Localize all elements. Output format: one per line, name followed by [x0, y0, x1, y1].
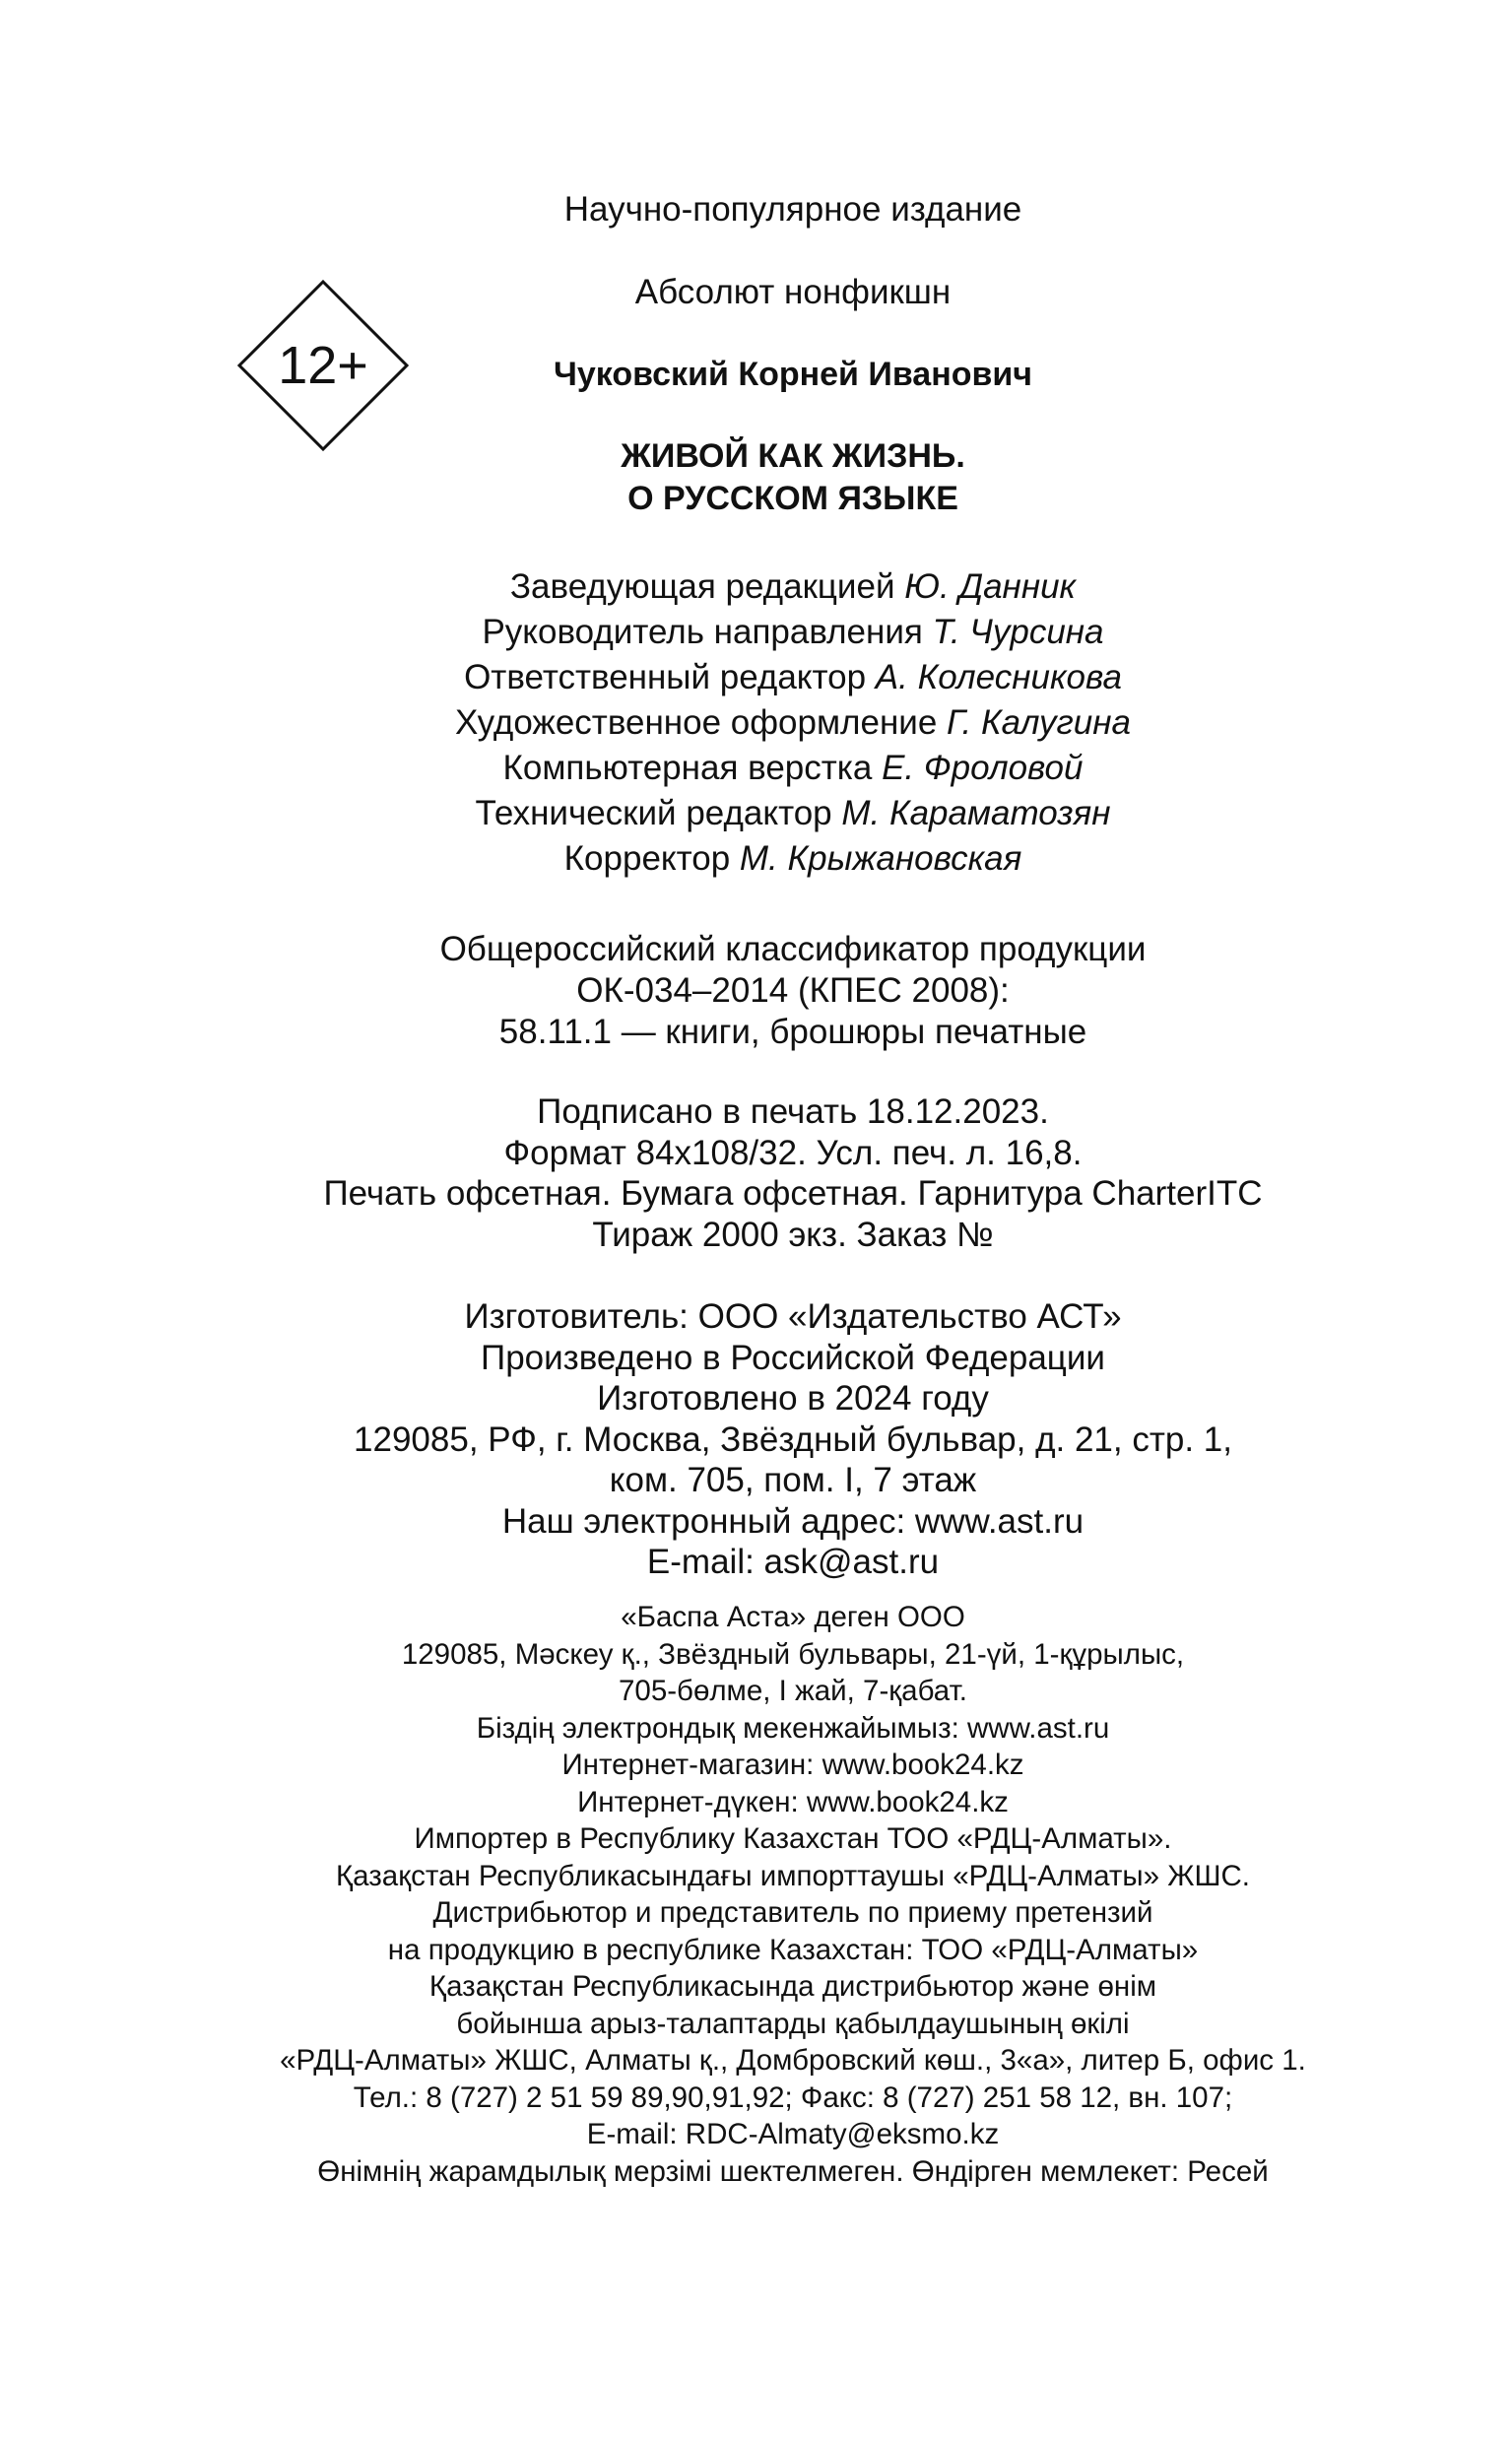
classifier-line: ОК-034–2014 (КПЕС 2008):: [576, 971, 1010, 1010]
print-info-line: Подписано в печать 18.12.2023.: [537, 1092, 1049, 1131]
kazakh-info-line: Өнімнің жарамдылық мерзімі шектелмеген. Өндірген мемлекет: Ресей: [317, 2154, 1269, 2188]
staff-line: [0, 567, 1512, 607]
manufacturer-line: Изготовлено в 2024 году: [597, 1379, 989, 1418]
manufacturer-line: 129085, РФ, г. Москва, Звёздный бульвар, д. 21, стр. 1,: [354, 1420, 1232, 1459]
staff-name: Ю. Данник: [904, 567, 1077, 606]
manufacturer-line[interactable]: E-mail: ask@ast.ru: [646, 1543, 940, 1581]
kazakh-info-line[interactable]: Интернет-магазин: www.book24.kz: [561, 1749, 1024, 1781]
genre: Научно-популярное издание: [563, 190, 1022, 229]
kazakh-info-line: Дистрибьютор и представитель по приему претензий: [432, 1896, 1153, 1929]
staff-line: [0, 794, 1512, 833]
kazakh-info-line: на продукцию в республике Казахстан: ТОО «РДЦ-Алматы»: [387, 1933, 1199, 1966]
print-info-line: Печать офсетная. Бумага офсетная. Гарнитура CharterITC: [323, 1174, 1263, 1213]
staff-line: [0, 839, 1512, 879]
kazakh-info-line: 129085, Мәскеу қ., Звёздный бульвары, 21-үй, 1-құрылыс,: [401, 1637, 1185, 1671]
title-line-1: ЖИВОЙ КАК ЖИЗНЬ.: [621, 437, 965, 475]
staff-name: А. Колесникова: [875, 658, 1122, 696]
staff-line: [0, 749, 1512, 788]
kazakh-info-line[interactable]: Интернет-дүкен: www.book24.kz: [577, 1785, 1009, 1818]
staff-role: Руководитель направления: [482, 613, 933, 651]
classifier-line: Общероссийский классификатор продукции: [439, 930, 1147, 968]
staff-name: Т. Чурсина: [932, 613, 1104, 651]
kazakh-info-line: Қазақстан Республикасында дистрибьютор және өнім: [428, 1970, 1157, 2003]
staff-role: Корректор: [563, 839, 740, 878]
staff-name: Е. Фроловой: [882, 749, 1084, 787]
classifier-line: 58.11.1 — книги, брошюры печатные: [498, 1013, 1087, 1051]
staff-line: [0, 613, 1512, 652]
staff-role: Компьютерная верстка: [502, 749, 883, 787]
manufacturer-line[interactable]: Наш электронный адрес: www.ast.ru: [501, 1501, 1085, 1541]
staff-line: [0, 658, 1512, 697]
staff-name: М. Крыжановская: [739, 839, 1022, 878]
staff-role: Технический редактор: [475, 794, 842, 832]
kazakh-info-line: Қазақстан Республикасындағы импорттаушы «РДЦ-Алматы» ЖШС.: [336, 1859, 1250, 1892]
staff-name: М. Караматозян: [841, 794, 1111, 832]
print-info-line: Тираж 2000 экз. Заказ №: [592, 1215, 994, 1254]
kazakh-info-line[interactable]: Біздің электрондық мекенжайымыз: www.ast.ru: [476, 1711, 1110, 1745]
age-rating-text: 12+: [278, 336, 368, 395]
manufacturer-line: Изготовитель: ООО «Издательство АСТ»: [464, 1297, 1122, 1336]
kazakh-info-line: 705-бөлме, I жай, 7-қабат.: [619, 1675, 967, 1707]
staff-role: Заведующая редакцией: [509, 567, 905, 606]
kazakh-info-line: бойынша арыз-талаптарды қабылдаушының өкілі: [456, 2007, 1130, 2040]
print-info-line: Формат 84x108/32. Усл. печ. л. 16,8.: [503, 1133, 1083, 1172]
series: Абсолют нонфикшн: [634, 273, 952, 311]
staff-name: Г. Калугина: [947, 703, 1131, 742]
manufacturer-line: ком. 705, пом. I, 7 этаж: [609, 1461, 977, 1499]
kazakh-info-line: «Баспа Аста» деген ООО: [621, 1601, 965, 1633]
title-line-2: О РУССКОМ ЯЗЫКЕ: [627, 480, 958, 517]
author: Чуковский Корней Иванович: [553, 356, 1033, 393]
staff-role: Художественное оформление: [455, 703, 948, 742]
manufacturer-line: Произведено в Российской Федерации: [481, 1338, 1105, 1377]
kazakh-info-line: «РДЦ-Алматы» ЖШС, Алматы қ., Домбровский көш., 3«а», литер Б, офис 1.: [280, 2044, 1306, 2077]
staff-line: [0, 703, 1512, 743]
kazakh-info-line: Тел.: 8 (727) 2 51 59 89,90,91,92; Факс: 8 (727) 251 58 12, вн. 107;: [353, 2080, 1233, 2114]
kazakh-info-line[interactable]: E-mail: RDC-Almaty@eksmo.kz: [586, 2118, 1000, 2150]
kazakh-info-line: Импортер в Республику Казахстан ТОО «РДЦ-Алматы».: [414, 1822, 1172, 1855]
staff-role: Ответственный редактор: [464, 658, 876, 696]
